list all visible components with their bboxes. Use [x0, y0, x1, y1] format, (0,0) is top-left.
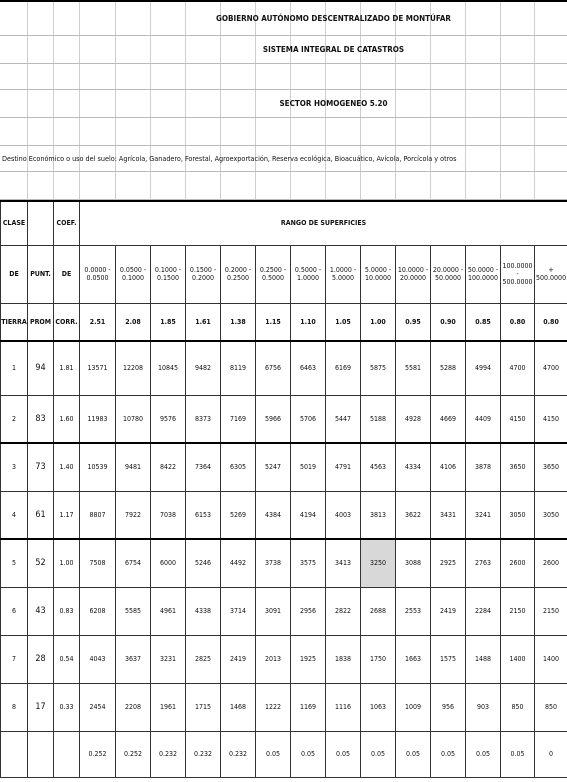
footer-cell: 0.05	[501, 731, 535, 777]
footer-cell: 0.05	[431, 731, 466, 777]
value-cell: 4150	[535, 395, 567, 443]
range-factor: 2.51	[80, 303, 116, 341]
value-cell: 2600	[535, 539, 567, 587]
row-coef: 0.83	[54, 587, 80, 635]
row-clase: 5	[1, 539, 28, 587]
footer-cell: 0.232	[221, 731, 256, 777]
value-cell: 3088	[396, 539, 431, 587]
land-use-description: Destino Económico o uso del suelo: Agrícola, Ganadero, Forestal, Agroexportación, Reserva ecológica, Bioacuático, Avícola, Porcícola y otros	[0, 146, 567, 172]
range-from: + 500.0000	[536, 265, 567, 282]
footer-cell: 0.05	[326, 731, 361, 777]
value-cell: 9481	[116, 443, 151, 491]
value-cell: 3622	[396, 491, 431, 539]
value-cell: 4961	[151, 587, 186, 635]
value-cell: 6000	[151, 539, 186, 587]
range-cell	[116, 245, 151, 303]
sector-label: SECTOR HOMOGENEO 5.20	[0, 90, 567, 118]
value-cell: 10845	[151, 341, 186, 395]
page-title: GOBIERNO AUTÓNOMO DESCENTRALIZADO DE MONTÚFAR	[0, 2, 567, 36]
footer-cell: 0.05	[256, 731, 291, 777]
value-cell: 2925	[431, 539, 466, 587]
range-factor: 1.15	[256, 303, 291, 341]
footer-cell: 0.05	[466, 731, 501, 777]
value-cell: 4700	[501, 341, 535, 395]
row-clase: 1	[1, 341, 28, 395]
range-cell	[151, 245, 186, 303]
range-to: 0.0500	[86, 274, 109, 282]
footer-row	[1, 731, 567, 777]
clase-header: CLASE	[1, 201, 28, 245]
footer-cell: 0.05	[291, 731, 326, 777]
value-cell: 3813	[361, 491, 396, 539]
value-cell: 2600	[501, 539, 535, 587]
value-cell: 1222	[256, 683, 291, 731]
table-row	[1, 587, 567, 635]
value-cell: 956	[431, 683, 466, 731]
corr-label: CORR.	[54, 303, 80, 341]
value-cell: 903	[466, 683, 501, 731]
range-to: 50.0000	[434, 274, 462, 282]
value-cell: 1838	[326, 635, 361, 683]
value-cell: 5706	[291, 395, 326, 443]
range-from: 0.5000 -	[294, 265, 322, 274]
value-cell: 1169	[291, 683, 326, 731]
range-cell	[186, 245, 221, 303]
value-cell: 4334	[396, 443, 431, 491]
value-cell: 8807	[80, 491, 116, 539]
value-cell: 3738	[256, 539, 291, 587]
range-from: 50.0000 -	[467, 265, 499, 274]
range-from: 5.0000 -	[364, 265, 392, 274]
value-cell: 2208	[116, 683, 151, 731]
range-cell	[256, 245, 291, 303]
range-from: 0.2500 -	[259, 265, 287, 274]
range-to: 0.2500	[226, 274, 250, 282]
value-cell: 2763	[466, 539, 501, 587]
range-cell	[431, 245, 466, 303]
row-coef: 1.81	[54, 341, 80, 395]
range-factor: 0.95	[396, 303, 431, 341]
value-cell: 3650	[535, 443, 567, 491]
value-cell: 1063	[361, 683, 396, 731]
table-row	[1, 683, 567, 731]
row-clase: 4	[1, 491, 28, 539]
value-cell: 2553	[396, 587, 431, 635]
value-cell: 3050	[535, 491, 567, 539]
range-factor: 0.80	[535, 303, 567, 341]
value-cell: 5288	[431, 341, 466, 395]
value-cell: 3231	[151, 635, 186, 683]
value-cell: 1663	[396, 635, 431, 683]
value-cell: 6756	[256, 341, 291, 395]
table-row	[1, 395, 567, 443]
value-cell: 3413	[326, 539, 361, 587]
value-cell: 8119	[221, 341, 256, 395]
value-cell: 3050	[501, 491, 535, 539]
range-to: 10.0000	[364, 274, 392, 282]
de-label-2: DE	[54, 245, 80, 303]
row-coef: 1.17	[54, 491, 80, 539]
value-cell: 2825	[186, 635, 221, 683]
value-cell: 7169	[221, 395, 256, 443]
range-factor: 2.08	[116, 303, 151, 341]
value-cell: 4791	[326, 443, 361, 491]
value-cell: 5966	[256, 395, 291, 443]
footer-cell: 0.05	[361, 731, 396, 777]
value-cell: 3714	[221, 587, 256, 635]
value-cell: 4338	[186, 587, 221, 635]
row-punt: 43	[28, 587, 54, 635]
range-from: 0.1500 -	[189, 265, 217, 274]
range-cell	[466, 245, 501, 303]
range-factor: 1.38	[221, 303, 256, 341]
value-cell: 6208	[80, 587, 116, 635]
range-factor: 1.05	[326, 303, 361, 341]
value-cell: 3431	[431, 491, 466, 539]
value-cell: 5581	[396, 341, 431, 395]
value-cell: 4994	[466, 341, 501, 395]
row-punt: 52	[28, 539, 54, 587]
value-cell: 4106	[431, 443, 466, 491]
value-cell: 1961	[151, 683, 186, 731]
range-from: 0.1000 -	[154, 265, 182, 274]
range-from: 10.0000 -	[397, 265, 429, 274]
range-cell	[221, 245, 256, 303]
value-cell: 4492	[221, 539, 256, 587]
value-cell: 6153	[186, 491, 221, 539]
value-cell: 10539	[80, 443, 116, 491]
value-cell: 6169	[326, 341, 361, 395]
value-cell: 3091	[256, 587, 291, 635]
value-cell: 10780	[116, 395, 151, 443]
range-factor: 0.85	[466, 303, 501, 341]
value-cell: 6754	[116, 539, 151, 587]
value-cell: 4409	[466, 395, 501, 443]
row-punt: 28	[28, 635, 54, 683]
value-cell: 5269	[221, 491, 256, 539]
table-row	[1, 341, 567, 395]
footer-cell: 0.252	[80, 731, 116, 777]
value-cell: 2284	[466, 587, 501, 635]
valuation-table	[0, 200, 567, 778]
range-header: RANGO DE SUPERFICIES	[80, 201, 567, 245]
value-cell: 3878	[466, 443, 501, 491]
row-coef: 1.00	[54, 539, 80, 587]
range-from: 0.2000 -	[224, 265, 252, 274]
value-cell: 4700	[535, 341, 567, 395]
value-cell: 9482	[186, 341, 221, 395]
range-cell	[326, 245, 361, 303]
range-to: 0.1500	[156, 274, 180, 282]
row-clase: 3	[1, 443, 28, 491]
footer-cell: 0.252	[116, 731, 151, 777]
range-to: 500.0000	[502, 278, 533, 287]
value-cell: 1715	[186, 683, 221, 731]
value-cell: 9576	[151, 395, 186, 443]
range-to: 0.5000	[261, 274, 285, 282]
value-cell: 1009	[396, 683, 431, 731]
range-cell	[396, 245, 431, 303]
value-cell: 4669	[431, 395, 466, 443]
value-cell: 5447	[326, 395, 361, 443]
row-punt: 83	[28, 395, 54, 443]
range-factor: 1.10	[291, 303, 326, 341]
value-cell: 4928	[396, 395, 431, 443]
row-clase: 6	[1, 587, 28, 635]
value-cell: 7922	[116, 491, 151, 539]
value-cell: 2956	[291, 587, 326, 635]
value-cell: 4194	[291, 491, 326, 539]
value-cell: 1116	[326, 683, 361, 731]
de-label: DE	[1, 245, 28, 303]
footer-cell: 0.05	[396, 731, 431, 777]
range-factor: 0.90	[431, 303, 466, 341]
range-cell	[80, 245, 116, 303]
table-row	[1, 443, 567, 491]
value-cell: 1575	[431, 635, 466, 683]
value-cell: 4150	[501, 395, 535, 443]
row-punt: 73	[28, 443, 54, 491]
value-cell: 3575	[291, 539, 326, 587]
value-cell: 5019	[291, 443, 326, 491]
value-cell: 12208	[116, 341, 151, 395]
row-coef: 0.33	[54, 683, 80, 731]
value-cell: 5188	[361, 395, 396, 443]
value-cell: 13571	[80, 341, 116, 395]
range-factor: 1.61	[186, 303, 221, 341]
range-cell	[535, 245, 567, 303]
value-cell: 1488	[466, 635, 501, 683]
range-to: 0.2000	[191, 274, 215, 282]
row-coef: 0.54	[54, 635, 80, 683]
range-to: 1.0000	[296, 274, 320, 282]
value-cell: 11983	[80, 395, 116, 443]
value-cell: 5875	[361, 341, 396, 395]
range-from: 100.0000 -	[502, 261, 533, 278]
range-to: 5.0000	[331, 274, 355, 282]
range-from: 0.0500 -	[119, 265, 147, 274]
prom-label: PROM	[28, 303, 54, 341]
row-coef: 1.40	[54, 443, 80, 491]
range-to: 0.1000	[121, 274, 145, 282]
range-from: 0.0000 -	[84, 265, 111, 274]
range-cell	[501, 245, 535, 303]
range-to: 20.0000	[399, 274, 427, 282]
range-from: 1.0000 -	[329, 265, 357, 274]
value-cell: 4043	[80, 635, 116, 683]
value-cell: 1925	[291, 635, 326, 683]
range-from: 20.0000 -	[432, 265, 464, 274]
value-cell: 2013	[256, 635, 291, 683]
value-cell: 1400	[501, 635, 535, 683]
value-cell: 2419	[431, 587, 466, 635]
value-cell: 2150	[535, 587, 567, 635]
table-row	[1, 539, 567, 587]
row-punt: 17	[28, 683, 54, 731]
value-cell: 5246	[186, 539, 221, 587]
footer-cell: 0	[535, 731, 567, 777]
value-cell: 2822	[326, 587, 361, 635]
value-cell: 8422	[151, 443, 186, 491]
punt-label: PUNT.	[28, 245, 54, 303]
value-cell: 5247	[256, 443, 291, 491]
value-cell: 850	[501, 683, 535, 731]
value-cell: 3250	[361, 539, 396, 587]
row-coef: 1.60	[54, 395, 80, 443]
row-punt: 61	[28, 491, 54, 539]
tierra-label: TIERRA	[1, 303, 28, 341]
range-to: 100.0000	[467, 274, 499, 282]
range-factor: 1.00	[361, 303, 396, 341]
value-cell: 4003	[326, 491, 361, 539]
value-cell: 2150	[501, 587, 535, 635]
value-cell: 6305	[221, 443, 256, 491]
value-cell: 7508	[80, 539, 116, 587]
value-cell: 3241	[466, 491, 501, 539]
value-cell: 1468	[221, 683, 256, 731]
value-cell: 7364	[186, 443, 221, 491]
table-row	[1, 491, 567, 539]
value-cell: 3637	[116, 635, 151, 683]
coef-header: COEF.	[54, 201, 80, 245]
table-row	[1, 635, 567, 683]
empty-row	[0, 172, 567, 200]
row-clase: 7	[1, 635, 28, 683]
value-cell: 850	[535, 683, 567, 731]
value-cell: 2688	[361, 587, 396, 635]
row-clase: 8	[1, 683, 28, 731]
value-cell: 4563	[361, 443, 396, 491]
row-clase: 2	[1, 395, 28, 443]
range-factor: 0.80	[501, 303, 535, 341]
empty-row	[0, 118, 567, 146]
range-factor: 1.85	[151, 303, 186, 341]
footer-cell: 0.232	[186, 731, 221, 777]
value-cell: 3650	[501, 443, 535, 491]
value-cell: 1750	[361, 635, 396, 683]
value-cell: 7038	[151, 491, 186, 539]
value-cell: 2454	[80, 683, 116, 731]
value-cell: 4384	[256, 491, 291, 539]
range-cell	[291, 245, 326, 303]
value-cell: 6463	[291, 341, 326, 395]
value-cell: 5585	[116, 587, 151, 635]
value-cell: 2419	[221, 635, 256, 683]
value-cell: 1400	[535, 635, 567, 683]
value-cell: 8373	[186, 395, 221, 443]
empty-row	[0, 64, 567, 90]
footer-cell: 0.232	[151, 731, 186, 777]
page-subtitle: SISTEMA INTEGRAL DE CATASTROS	[0, 36, 567, 64]
row-punt: 94	[28, 341, 54, 395]
range-cell	[361, 245, 396, 303]
